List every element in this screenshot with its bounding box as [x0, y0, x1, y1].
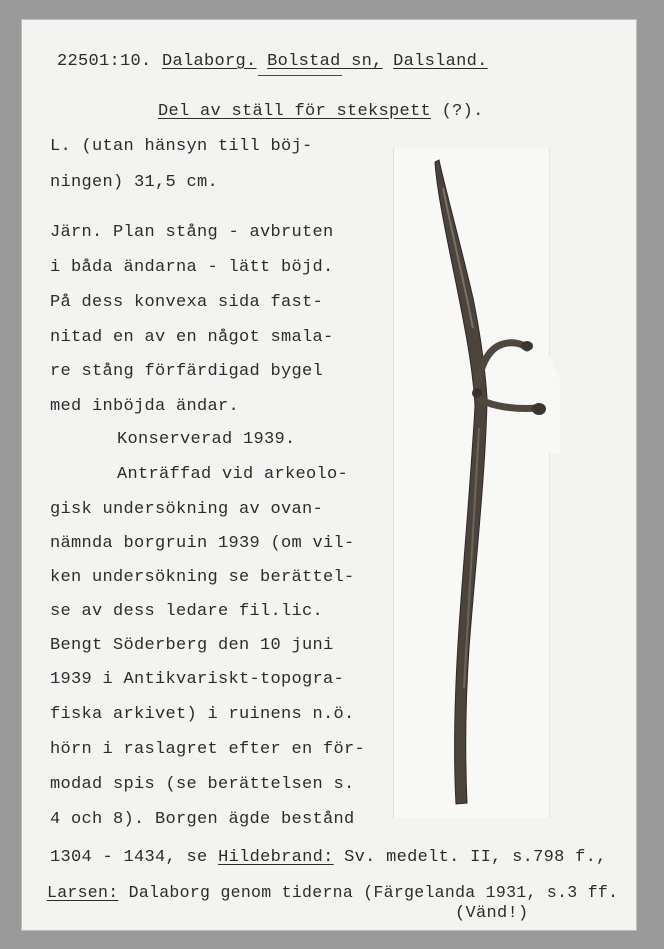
see-label: se — [186, 848, 208, 867]
description-line: modad spis (se berättelsen s. — [50, 775, 355, 794]
description-line: gisk undersökning av ovan- — [50, 500, 324, 519]
catalog-number: 22501:10. — [57, 52, 152, 71]
period-years: 1304 - 1434, — [50, 848, 177, 867]
description-line: nämnda borgruin 1939 (om vil- — [50, 534, 355, 553]
catalog-header — [57, 52, 488, 71]
description-line: 1939 i Antikvariskt-topogra- — [50, 670, 345, 689]
iron-rod — [435, 160, 487, 804]
description-line: med inböjda ändar. — [50, 397, 240, 416]
loop-end-knob — [521, 341, 533, 351]
reference-line-1 — [50, 848, 607, 867]
reference-text: Sv. medelt. II, s.798 f., — [344, 848, 607, 867]
object-title-note: (?). — [441, 102, 484, 121]
description-line: fiska arkivet) i ruinens n.ö. — [50, 705, 355, 724]
reference-author: Hildebrand: — [218, 848, 334, 867]
object-title: Del av ställ för stekspett — [158, 102, 432, 121]
iron-loop — [481, 400, 537, 409]
description-line: Järn. Plan stång - avbruten — [50, 223, 334, 242]
description-line: re stång förfärdigad bygel — [50, 362, 324, 381]
description-line: ningen) 31,5 cm. — [50, 173, 219, 192]
parish-name: Bolstad sn, — [267, 52, 383, 71]
description-line: se av dess ledare fil.lic. — [50, 602, 324, 621]
loop-end-knob — [532, 403, 546, 415]
description-line: 4 och 8). Borgen ägde bestånd — [50, 810, 355, 829]
turn-note: (Vänd!) — [455, 904, 529, 923]
reference-author: Larsen: — [47, 883, 119, 902]
description-line: nitad en av en något smala- — [50, 328, 334, 347]
description-line: Anträffad vid arkeolo- — [117, 465, 349, 484]
description-line: hörn i raslagret efter en för- — [50, 740, 366, 759]
description-line: i båda ändarna - lätt böjd. — [50, 258, 334, 277]
description-line: Konserverad 1939. — [117, 430, 296, 449]
header-rule — [258, 75, 342, 76]
site-name: Dalaborg. — [162, 52, 257, 71]
province-name: Dalsland. — [393, 52, 488, 71]
description-line: På dess konvexa sida fast- — [50, 293, 324, 312]
iron-rod-highlight — [443, 188, 473, 328]
reference-text: Dalaborg genom tiderna (Färgelanda 1931, s.3 ff. — [128, 883, 619, 902]
reference-line-2 — [47, 883, 618, 902]
description-line: ken undersökning se berättel- — [50, 568, 355, 587]
object-title-line — [158, 102, 484, 121]
description-line: Bengt Söderberg den 10 juni — [50, 636, 334, 655]
description-line: L. (utan hänsyn till böj- — [50, 137, 313, 156]
rivet — [472, 388, 482, 398]
artifact-photo — [393, 148, 563, 818]
